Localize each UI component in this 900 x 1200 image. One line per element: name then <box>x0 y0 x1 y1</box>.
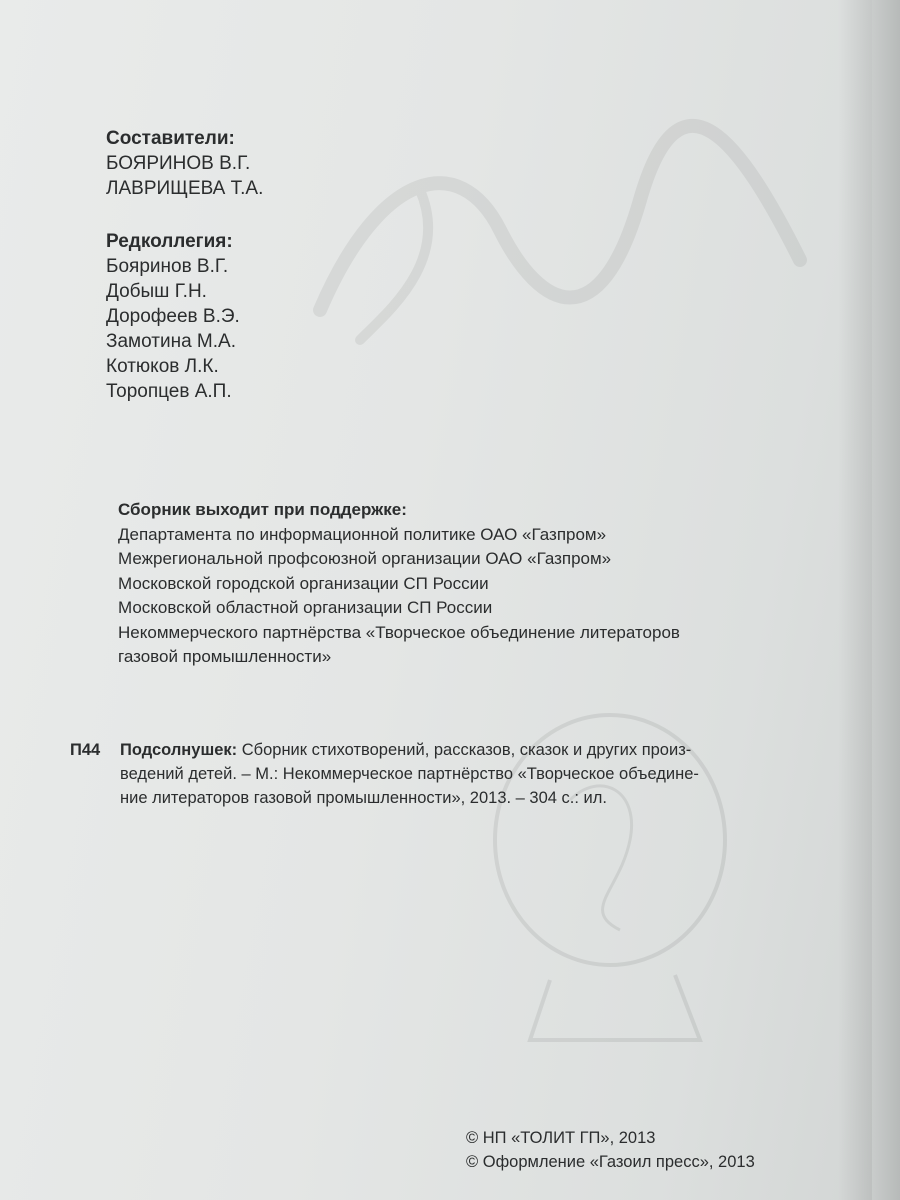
support-line: Московской городской организации СП России <box>118 573 489 593</box>
support-section <box>118 498 680 670</box>
compilers-section <box>106 126 263 201</box>
copyright-section <box>466 1126 755 1174</box>
support-heading: Сборник выходит при поддержке: <box>118 500 407 519</box>
catalog-title: Подсолнушек: <box>120 741 238 759</box>
support-line: газовой промышленности» <box>118 647 332 666</box>
catalog-line: ведений детей. – М.: Некоммерческое партнёрство «Творческое объедине- <box>120 765 699 783</box>
catalog-line: ние литераторов газовой промышленности», 2013. – 304 с.: ил. <box>120 789 607 807</box>
page-edge-shadow <box>838 0 872 1200</box>
support-line: Московской областной организации СП России <box>118 598 493 617</box>
compilers-heading: Составители: <box>106 128 235 149</box>
editor-name: Дорофеев В.Э. <box>106 306 240 327</box>
book-backing-edge <box>872 0 900 1200</box>
editor-name: Замотина М.А. <box>106 331 236 352</box>
editorial-board-heading: Редколлегия: <box>106 231 233 252</box>
compiler-name: БОЯРИНОВ В.Г. <box>106 153 251 174</box>
catalog-index: П44 <box>70 741 101 759</box>
editor-name: Добыш Г.Н. <box>106 281 207 302</box>
editor-name: Бояринов В.Г. <box>106 256 229 277</box>
catalog-line <box>120 738 760 762</box>
editor-name: Торопцев А.П. <box>106 381 232 402</box>
copyright-line: © Оформление «Газоил пресс», 2013 <box>466 1153 755 1171</box>
editor-name: Котюков Л.К. <box>106 356 219 377</box>
catalog-entry <box>120 738 760 810</box>
support-line: Некоммерческого партнёрства «Творческое объединение литераторов <box>118 622 680 642</box>
support-line: Межрегиональной профсоюзной организации ОАО «Газпром» <box>118 549 612 568</box>
compiler-name: ЛАВРИЩЕВА Т.А. <box>106 178 264 199</box>
show-through-title-illustration <box>300 110 820 370</box>
support-line: Департамента по информационной политике ОАО «Газпром» <box>118 524 607 544</box>
catalog-line1-text: Сборник стихотворений, рассказов, сказок и других произ- <box>237 741 692 759</box>
copyright-line: © НП «ТОЛИТ ГП», 2013 <box>466 1129 656 1147</box>
editorial-board-section <box>106 229 240 404</box>
